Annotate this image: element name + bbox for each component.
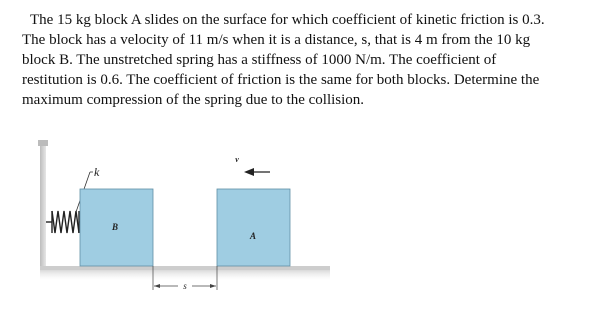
block-a [217,189,290,266]
ground-shade [40,270,330,280]
dimension-arrow-right [210,284,216,288]
problem-line-1: The 15 kg block A slides on the surface for which coefficient of kinetic friction is 0.3. [30,12,545,28]
dimension-arrow-left [154,284,160,288]
block-a-label: A [249,231,257,241]
spring-stiffness-label: k [94,165,100,179]
problem-line-5: maximum compression of the spring due to the collision. [22,92,365,108]
distance-label: s [183,281,187,291]
block-b-label: B [111,222,119,232]
velocity-arrow-head [244,168,254,176]
velocity-label: v [235,155,239,164]
problem-line-4: restitution is 0.6. The coefficient of friction is the same for both blocks. Determine the [22,72,540,88]
spring [46,211,82,233]
problem-line-3: block B. The unstretched spring has a stiffness of 1000 N/m. The coefficient of [22,52,497,68]
wall-top-cap [38,140,48,146]
wall [40,143,46,269]
ground-surface [40,266,330,270]
problem-line-2: The block has a velocity of 11 m/s when it is a distance, s, that is 4 m from the 10 kg [22,32,531,48]
